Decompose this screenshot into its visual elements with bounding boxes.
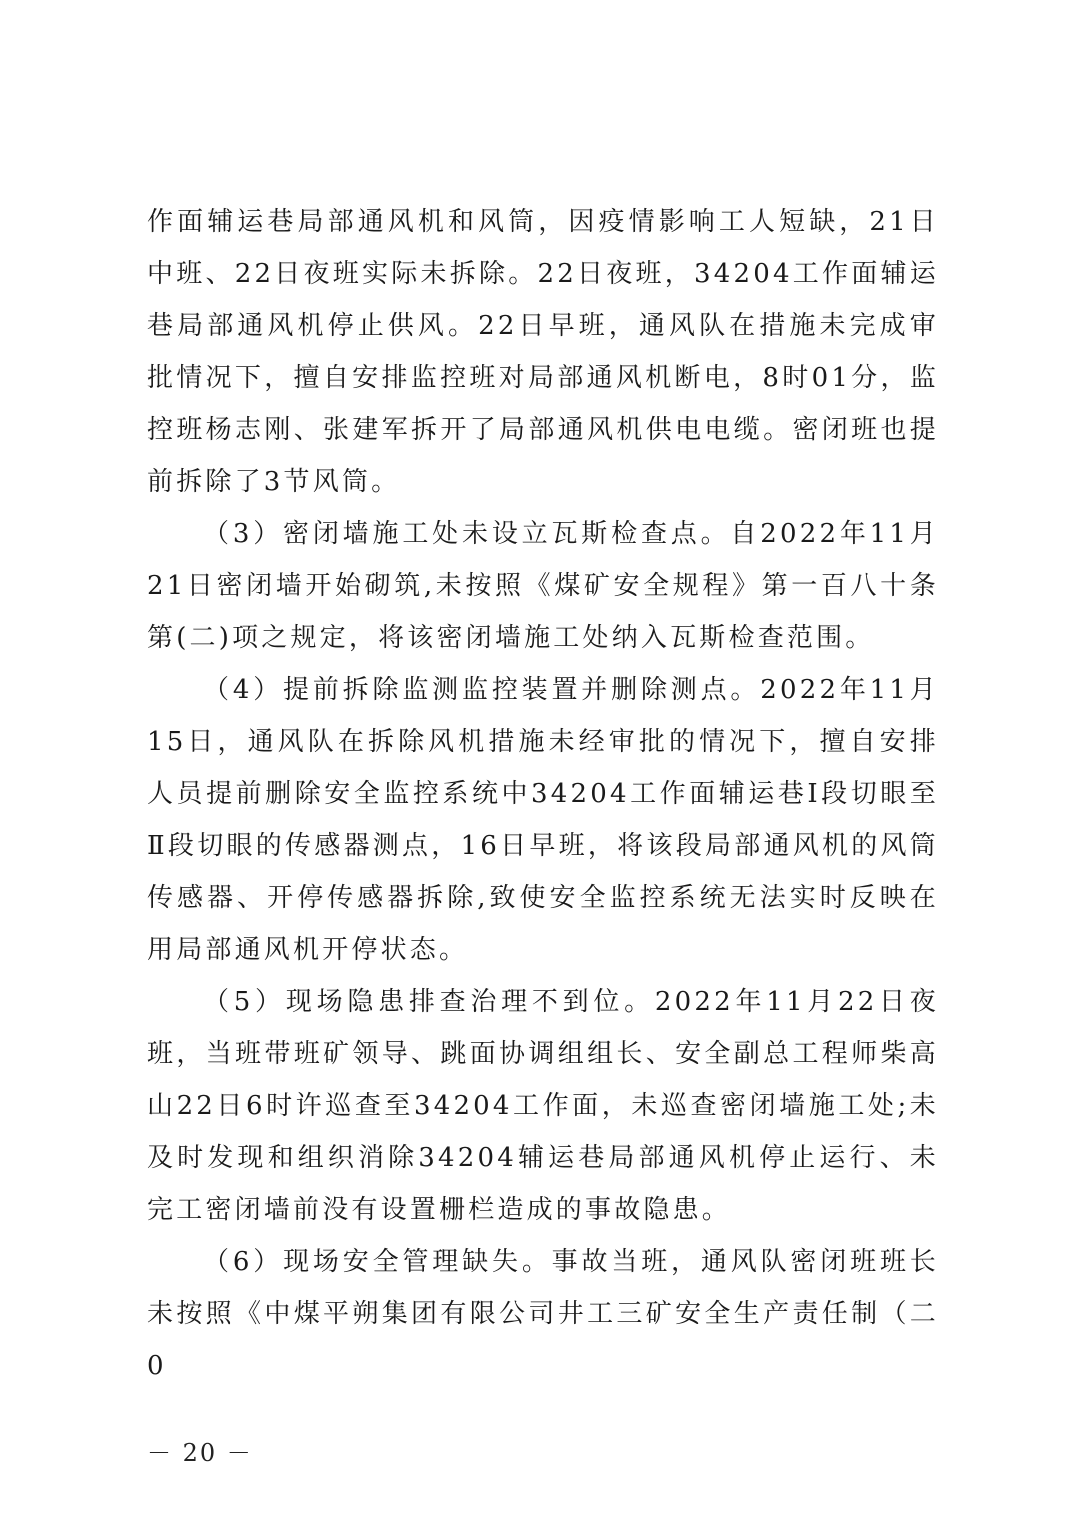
paragraph-item-5: （5）现场隐患排查治理不到位。2022年11月22日夜班，当班带班矿领导、跳面协调组组长、安全副总工程师柴高山22日6时许巡查至34204工作面，未巡查密闭墙施工处;未及时发现和组织消除34204辅运巷局部通风机停止运行、未完工密闭墙前没有设置栅栏造成的事故隐患。 [147, 987, 939, 1225]
page-number: － 20 － [147, 1439, 253, 1467]
body-text [147, 196, 939, 1392]
paragraph-item-3: （3）密闭墙施工处未设立瓦斯检查点。自2022年11月21日密闭墙开始砌筑,未按照《煤矿安全规程》第一百八十条第(二)项之规定，将该密闭墙施工处纳入瓦斯检查范围。 [147, 519, 939, 653]
paragraph-item-4: （4）提前拆除监测监控装置并删除测点。2022年11月15日，通风队在拆除风机措施未经审批的情况下，擅自安排人员提前删除安全监控系统中34204工作面辅运巷Ⅰ段切眼至Ⅱ段切眼的传感器测点，16日早班，将该段局部通风机的风筒传感器、开停传感器拆除,致使安全监控系统无法实时反映在用局部通风机开停状态。 [147, 675, 939, 965]
paragraph-item-6: （6）现场安全管理缺失。事故当班，通风队密闭班班长未按照《中煤平朔集团有限公司井工三矿安全生产责任制（二0 [147, 1247, 939, 1381]
paragraph-continued: 作面辅运巷局部通风机和风筒，因疫情影响工人短缺，21日中班、22日夜班实际未拆除。22日夜班，34204工作面辅运巷局部通风机停止供风。22日早班，通风队在措施未完成审批情况下，擅自安排监控班对局部通风机断电，8时01分，监控班杨志刚、张建军拆开了局部通风机供电电缆。密闭班也提前拆除了3节风筒。 [147, 207, 939, 497]
